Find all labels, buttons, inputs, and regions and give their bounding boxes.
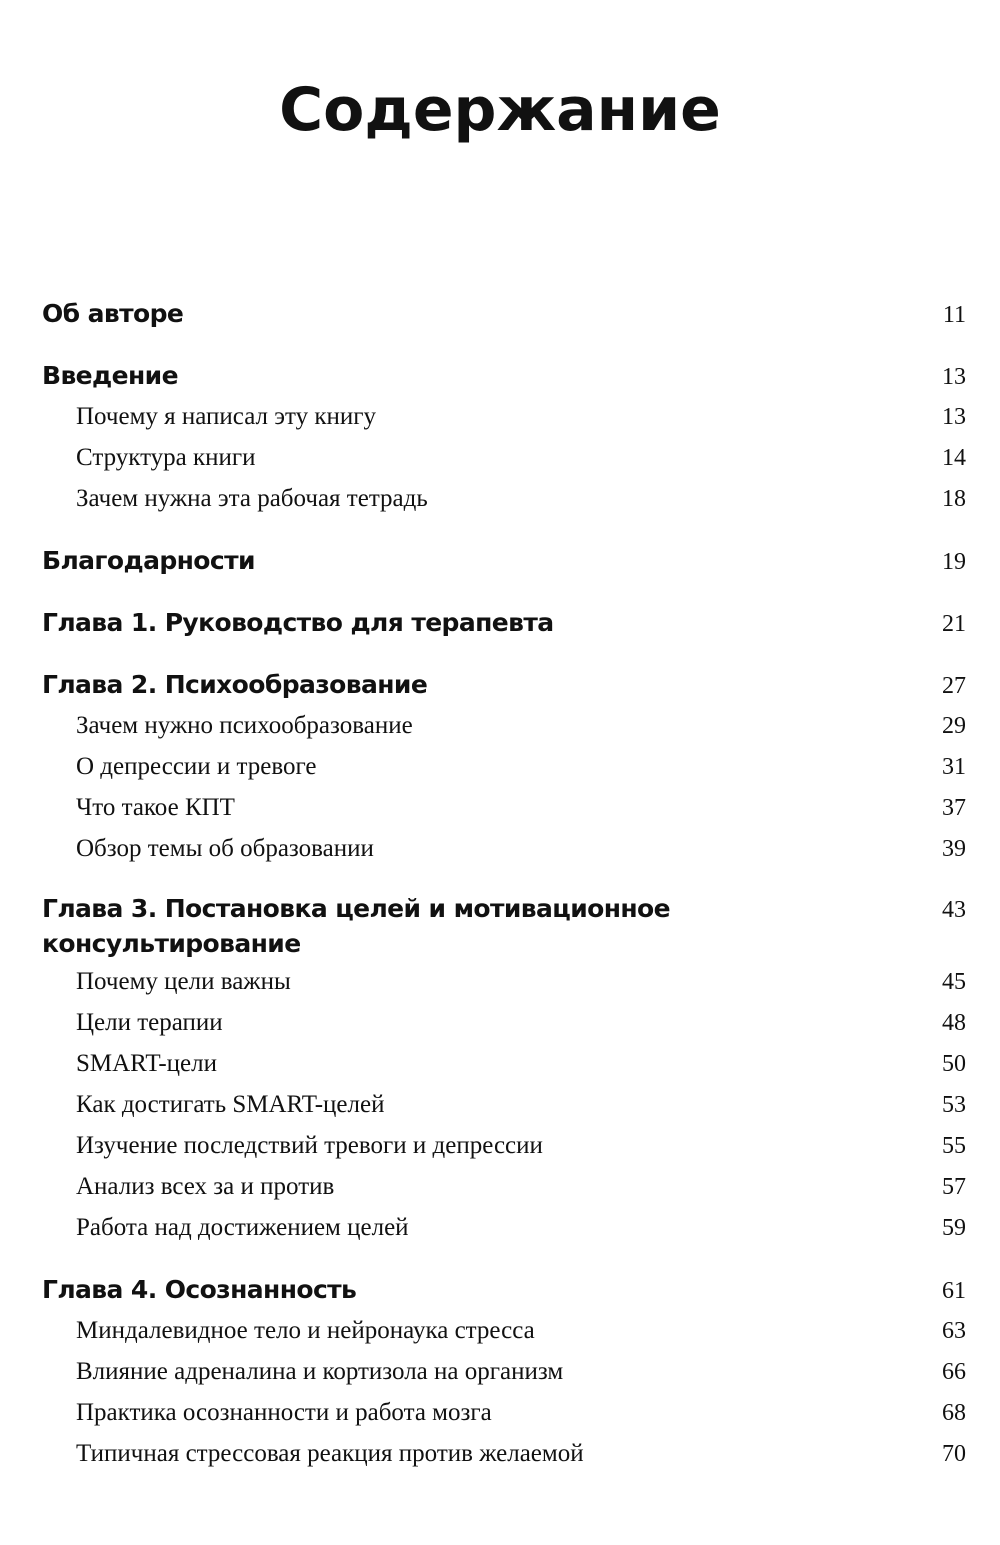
toc-section-label: Цели терапии (76, 1009, 223, 1036)
toc-page-number: 11 (942, 302, 966, 328)
page-title: Содержание (279, 75, 721, 145)
toc-section[interactable] (42, 1310, 966, 1351)
toc-section-label: Миндалевидное тело и нейронаука стресса (76, 1317, 535, 1344)
toc-section-label: Зачем нужно психообразование (76, 712, 413, 739)
toc-section[interactable] (42, 1207, 966, 1248)
toc-entry-chapter-2[interactable] (42, 665, 966, 705)
toc-entry-about[interactable] (42, 294, 966, 334)
toc-page-number: 29 (942, 713, 966, 739)
toc-page-number: 31 (942, 754, 966, 780)
toc-section[interactable] (42, 1043, 966, 1084)
toc-entry-label: Благодарности (42, 546, 255, 575)
toc-section-label: Зачем нужна эта рабочая тетрадь (76, 485, 428, 512)
toc-section-label: О депрессии и тревоге (76, 753, 317, 780)
toc-section[interactable] (42, 1433, 966, 1474)
toc-entry-chapter-1[interactable] (42, 603, 966, 643)
toc-section-label: Обзор темы об образовании (76, 835, 374, 862)
toc-page-number: 45 (942, 969, 966, 995)
toc-page-number: 19 (942, 549, 966, 575)
toc-section-label: Почему цели важны (76, 968, 291, 995)
toc-entry-label: Глава 2. Психообразование (42, 670, 428, 699)
toc-section[interactable] (42, 1125, 966, 1166)
toc-section[interactable] (42, 1392, 966, 1433)
toc-page-number: 61 (942, 1278, 966, 1304)
toc-page-number: 14 (942, 445, 966, 471)
toc-page-number: 59 (942, 1215, 966, 1241)
toc-page-number: 53 (942, 1092, 966, 1118)
toc-section[interactable] (42, 1002, 966, 1043)
toc-page-number: 63 (942, 1318, 966, 1344)
toc-section-label: Как достигать SMART-целей (76, 1091, 385, 1118)
toc-page-number: 37 (942, 795, 966, 821)
toc-page-number: 68 (942, 1400, 966, 1426)
toc-page-number: 13 (942, 404, 966, 430)
toc-page-number: 27 (942, 673, 966, 699)
toc-section[interactable] (42, 437, 966, 478)
toc-section[interactable] (42, 1351, 966, 1392)
toc-entry-thanks[interactable] (42, 541, 966, 581)
toc-page-number: 57 (942, 1174, 966, 1200)
toc-entry-label: Об авторе (42, 299, 184, 328)
toc-page-number: 66 (942, 1359, 966, 1385)
toc-section[interactable] (42, 478, 966, 519)
toc-page-number: 21 (942, 611, 966, 637)
toc-page-number: 70 (942, 1441, 966, 1467)
toc-entry-label: Введение (42, 361, 178, 390)
toc-page-number: 55 (942, 1133, 966, 1159)
toc-section-label: Типичная стрессовая реакция против желаемой (76, 1440, 584, 1467)
toc-section-label: Анализ всех за и против (76, 1173, 335, 1200)
toc-entry-label: Глава 1. Руководство для терапевта (42, 608, 554, 637)
toc-section[interactable] (42, 705, 966, 746)
toc-section-label: SMART-цели (76, 1050, 217, 1077)
toc-entry-label: Глава 4. Осознанность (42, 1275, 357, 1304)
toc-section[interactable] (42, 787, 966, 828)
toc-page-number: 50 (942, 1051, 966, 1077)
toc-section[interactable] (42, 1166, 966, 1207)
toc-entry-label (42, 891, 742, 961)
toc-section[interactable] (42, 961, 966, 1002)
toc-section[interactable] (42, 396, 966, 437)
table-of-contents (42, 294, 966, 1474)
toc-entry-chapter-3[interactable] (42, 891, 966, 961)
toc-section[interactable] (42, 746, 966, 787)
toc-section-label: Что такое КПТ (76, 794, 235, 821)
toc-page-number: 48 (942, 1010, 966, 1036)
toc-section-label: Работа над достижением целей (76, 1214, 409, 1241)
toc-page-number: 39 (942, 836, 966, 862)
toc-entry-label-line-2: консультирование (42, 929, 301, 958)
toc-section-label: Почему я написал эту книгу (76, 403, 376, 430)
toc-section-label: Практика осознанности и работа мозга (76, 1399, 492, 1426)
toc-section-label: Влияние адреналина и кортизола на организм (76, 1358, 564, 1385)
toc-page-number: 43 (942, 897, 966, 923)
toc-section[interactable] (42, 1084, 966, 1125)
toc-section[interactable] (42, 828, 966, 869)
toc-page-number: 18 (942, 486, 966, 512)
toc-entry-chapter-4[interactable] (42, 1270, 966, 1310)
toc-page-number: 13 (942, 364, 966, 390)
toc-entry-intro[interactable] (42, 356, 966, 396)
toc-entry-label-line-1: Глава 3. Постановка целей и мотивационное (42, 894, 670, 923)
toc-section-label: Структура книги (76, 444, 256, 471)
toc-section-label: Изучение последствий тревоги и депрессии (76, 1132, 543, 1159)
